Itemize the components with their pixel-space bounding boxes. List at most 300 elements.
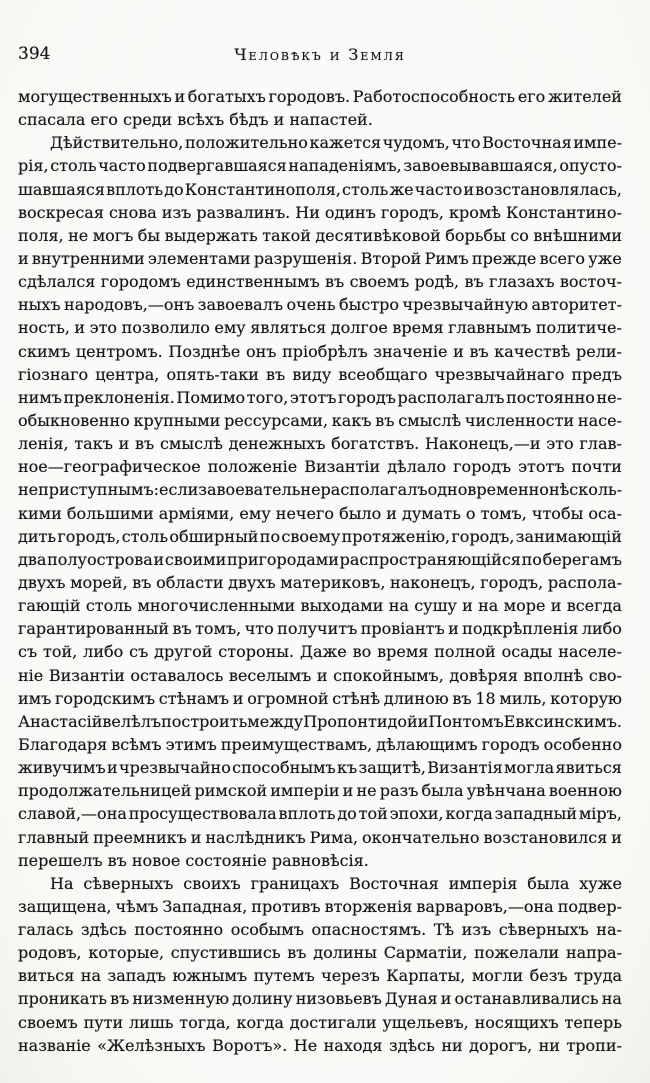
word: значеніе [373,341,448,361]
word: бы [137,225,161,245]
word: опять-таки [166,364,259,384]
word: и [453,341,464,361]
word: окончательно [362,827,480,847]
word: сѣверныхъ [498,920,589,940]
word: и [18,248,29,268]
word: своему [281,526,341,546]
word: Сарматіи, [383,943,468,963]
word: названіе [18,1035,91,1055]
word: скимъ [18,341,71,361]
text-line [18,340,622,363]
word: ущельевъ, [382,1012,469,1032]
word: и [153,549,165,569]
word: съ [18,642,38,662]
word: въ [132,572,152,592]
text-line [18,895,622,918]
text-line [18,270,622,293]
word: имперіи [270,781,340,801]
word: своемъ [18,1012,78,1032]
word: его [517,87,546,106]
word: на [478,596,499,616]
word: границахъ [250,873,340,893]
text-line [18,941,622,964]
word: живучимъ [18,758,106,778]
text-block [18,85,622,1057]
word: импе- [573,133,622,153]
word: велѣлъ [102,711,162,731]
word: и [232,688,244,708]
word: качествѣ [494,341,571,361]
word: поля, [18,225,64,245]
word: продолжательницей [18,781,192,801]
word: напра- [565,943,622,963]
word: о [465,503,476,523]
word: Понтомъ [428,711,504,731]
text-line [18,178,622,201]
word: чѣмъ [115,896,159,916]
word: безъ [529,966,568,986]
word: томъ, [480,503,527,523]
word: защитѣ, [358,758,426,778]
word: эпохи, [389,804,444,824]
word: пригородами [226,549,339,569]
text-line [18,247,622,270]
word: политиче- [535,318,622,338]
word: располагалъ [397,387,505,407]
word: пути [83,1012,124,1032]
word: области [156,572,224,592]
text-line [18,687,622,710]
text-line [18,733,622,756]
word: стѣнамъ [158,688,230,708]
word: время [392,318,444,338]
word: Пропонтидой [303,711,418,731]
word: Византія [427,758,503,778]
word: народовъ,—онъ [64,295,195,315]
text-line [18,548,622,571]
word: изъ [161,202,192,222]
word: развалинъ. [196,202,291,222]
word: какъ [331,410,372,430]
word: либо [581,619,622,639]
word: это [546,434,574,454]
text-line [18,85,622,108]
word: веселымъ [228,665,312,685]
word: западный [494,804,578,824]
page-number: 394 [18,44,51,64]
word: путемъ [253,966,315,986]
word: гарантированный [18,619,170,639]
word: военною [548,781,622,801]
word: миль, [499,688,547,708]
word: распола- [547,572,622,592]
word: постоянно [134,920,224,940]
text-line [18,872,622,895]
word: являться [250,318,327,338]
word: той [358,804,388,824]
word: центра, [95,364,160,384]
word: оса- [588,503,622,523]
word: всѣмъ [111,734,162,754]
word: дить [18,526,57,546]
word: на [80,966,101,986]
word: не [356,781,377,801]
text-line [18,964,622,987]
word: и [74,318,86,338]
word: численности [464,410,575,430]
word: главнымъ [448,318,532,338]
word: когда [445,804,493,824]
text-line [18,756,622,779]
word: и [316,665,328,685]
word: подкрѣпленія [462,619,579,639]
word: и [448,619,459,639]
word: Константинополя, [184,179,341,199]
word: материковъ, [280,572,386,592]
word: той, [43,642,78,662]
word: городъ, [451,526,515,546]
word: протяженію, [341,526,451,546]
word: черезъ [321,966,380,986]
word: такъ [74,434,113,454]
word: обыкновенно [18,410,130,430]
word: выдержать [164,225,258,245]
word: если [159,480,199,500]
word: виду [292,364,332,384]
word: сдѣлался [18,272,96,292]
word: способнымъ [232,758,336,778]
text-line [18,502,622,525]
page-header [18,44,622,64]
word: подвергавшаяся [147,156,287,176]
word: находя [323,1035,383,1055]
word: сѣверныхъ [83,873,174,893]
word: Дѣйствительно, [50,133,184,153]
word: ніе [18,665,44,685]
word: длиною [383,688,449,708]
text-line [18,154,622,177]
word: это [89,318,118,338]
word: городъ, [57,526,121,546]
text-line [18,363,622,386]
word: населе- [558,642,622,662]
word: Карпаты, [386,966,466,986]
word: вплоть [278,804,336,824]
word: Помимо [176,387,246,407]
text-line [18,131,622,154]
word: городъ, [480,572,544,592]
paragraph [18,85,622,131]
word: здѣсь [80,920,127,940]
word: и [440,989,452,1009]
word: разъ [379,781,419,801]
word: и [417,711,429,731]
word: постоянно [506,387,595,407]
text-line [18,1034,622,1057]
word: міръ, [578,804,622,824]
word: нечего [275,503,334,523]
word: жителей [547,87,622,106]
word: вторженія [324,896,413,916]
word: въ [266,364,286,384]
word: имперія [448,873,518,893]
text-line [18,224,622,247]
word: восточ- [559,272,622,292]
word: положительно [184,133,308,153]
word: чудомъ, [382,133,450,153]
word: рія, [18,156,49,176]
word: единственнымъ [186,272,320,292]
word: преимуществамъ, [220,734,373,754]
word: до [337,804,357,824]
word: гіознаго [18,364,89,384]
word: Дуная [384,989,438,1009]
word: денежныхъ [228,434,326,454]
word: кромѣ [448,202,501,222]
word: чрезвычайнаго [434,364,565,384]
text-line [18,478,622,501]
word: ленія, [18,434,69,454]
word: дѣлало [387,457,447,477]
word: и [174,87,186,106]
word: и [462,596,473,616]
word: и [550,596,562,616]
word: въ [464,272,484,292]
word: могущественныхъ [18,87,172,106]
word: и [611,827,622,847]
word: не [68,225,89,245]
word: тропи- [566,1035,622,1055]
word: насе- [577,410,622,430]
word: и [463,179,475,199]
word: съ [129,642,149,662]
word: глазахъ [488,272,555,292]
word: построить [161,711,248,731]
word: стороны. [218,642,295,662]
word: богатыхъ [187,87,266,106]
word: опусто- [559,156,622,176]
word: своемъ [349,272,410,292]
text-line [18,432,622,455]
word: въ [452,688,472,708]
word: труда [574,966,622,986]
word: нѣсколь- [548,480,623,500]
word: родѣ, [414,272,460,292]
text-line: спасала его среди всѣхъ бѣдъ и напастей. [18,110,373,130]
text-line [18,525,622,548]
word: двухъ [18,572,66,592]
word: городовъ. [268,87,351,106]
word: всего [539,248,586,268]
word: по [521,549,542,569]
word: вплоть [106,179,164,199]
word: Воротъ». [212,1035,288,1055]
word: къ [337,758,358,778]
word: родовъ, [18,943,82,963]
word: богатствъ. [331,434,420,454]
word: ныхъ [18,295,61,315]
word: тогда, [179,1012,231,1032]
word: На [50,873,74,893]
word: чрезвычайно [119,758,231,778]
word: проникать [18,989,107,1009]
word: занимающій [515,526,622,546]
word: имъ [18,688,52,708]
text-line [18,826,622,849]
word: оставалось [130,665,224,685]
word: было [339,503,382,523]
word: внѣшними [533,225,622,245]
word: кими [18,503,62,523]
running-title: Человѣкъ и Земля [234,45,406,64]
word: явиться [555,758,622,778]
word: въ [375,410,395,430]
word: подвер- [557,896,622,916]
word: и [386,503,397,523]
word: центромъ. [75,341,163,361]
word: когда [236,1012,284,1032]
text-line [18,386,622,409]
word: большими [66,503,154,523]
word: южнымъ [172,966,248,986]
text-line [18,455,622,478]
word: могъ [92,225,134,245]
word: стѣнѣ [332,688,381,708]
word: виться [18,966,75,986]
word: городъ, [380,202,444,222]
word: же [389,179,414,199]
word: особымъ [230,920,304,940]
word: носящихъ [474,1012,559,1032]
word: полной [434,642,496,662]
word: борьбы [445,225,506,245]
text-line [18,201,622,224]
word: Римъ [424,248,469,268]
word: Благодаря [18,734,108,754]
word: всеобщаго [338,364,428,384]
word: рели- [576,341,622,361]
word: располагалъ [320,480,428,500]
word: наслѣдникъ [205,827,306,847]
word: западъ [107,966,166,986]
word: уже [588,248,622,268]
word: галась [18,920,74,940]
word: либо [83,642,124,662]
text-line: перешелъ въ новое состояніе равновѣсія. [18,850,369,870]
word: долгое [330,318,388,338]
text-line [18,571,622,594]
word: ни [538,1035,560,1055]
text-line [18,293,622,316]
word: могли [471,966,524,986]
word: внутренними [31,248,145,268]
word: осады [501,642,553,662]
word: время [377,642,429,662]
word: спокойнымъ, [333,665,444,685]
text-line [18,640,622,663]
word: достигали [289,1012,377,1032]
word: въ [135,434,155,454]
word: одинъ [324,202,376,222]
word: Византіи [48,665,125,685]
word: Ни [295,202,320,222]
word: десятивѣковой [315,225,441,245]
word: Второй [360,248,422,268]
word: долину [232,989,293,1009]
word: между [247,711,304,731]
word: морей, [70,572,128,592]
word: нападеніямъ, [288,156,402,176]
word: Восточная [349,873,439,893]
word: смыслѣ [159,434,223,454]
word: всегда [566,596,622,616]
word: на [388,596,409,616]
word: пожелали [474,943,560,963]
word: того, [246,387,289,407]
word: Позднѣе [168,341,241,361]
word: Даже [299,642,347,662]
word: часто [98,156,146,176]
paragraph [18,131,622,872]
word: противъ [251,896,321,916]
word: смыслѣ [398,410,462,430]
text-line [18,710,622,733]
word: Рима, [309,827,359,847]
word: была [421,781,464,801]
text-line [18,779,622,802]
word: по [259,526,281,546]
word: дорогъ, [469,1035,533,1055]
word: выходами [300,596,384,616]
word: своихъ [183,873,241,893]
word: завоеватель [198,480,301,500]
word: и [118,434,130,454]
text-line [18,617,622,640]
word: Византіи [304,457,381,477]
word: предъ [571,364,622,384]
word: что [244,619,274,639]
word: просуществовала [128,804,277,824]
word: вполнѣ [523,665,584,685]
word: въ [469,341,489,361]
text-line [18,316,622,339]
word: варваровъ,—она [416,896,554,916]
word: особенно [543,734,622,754]
word: берегамъ [542,549,622,569]
word: въ [287,943,307,963]
word: наконецъ, [390,572,476,592]
word: думать [402,503,461,523]
word: положеніе [207,457,298,477]
word: Наконецъ,—и [425,434,541,454]
word: главный [18,827,90,847]
word: этотъ [289,387,337,407]
word: воскресая [18,202,104,222]
word: со [510,225,529,245]
word: пріобрѣлъ [282,341,368,361]
word: могла [504,758,555,778]
word: которые, [88,943,165,963]
word: шавшаяся [18,179,105,199]
word: ни [441,1035,463,1055]
word: преемникъ [93,827,187,847]
text-line [18,594,622,617]
word: изъ [461,920,492,940]
word: ность, [18,318,70,338]
word: рессурсами, [224,410,329,430]
word: останавливались [454,989,599,1009]
word: элементами [147,248,251,268]
